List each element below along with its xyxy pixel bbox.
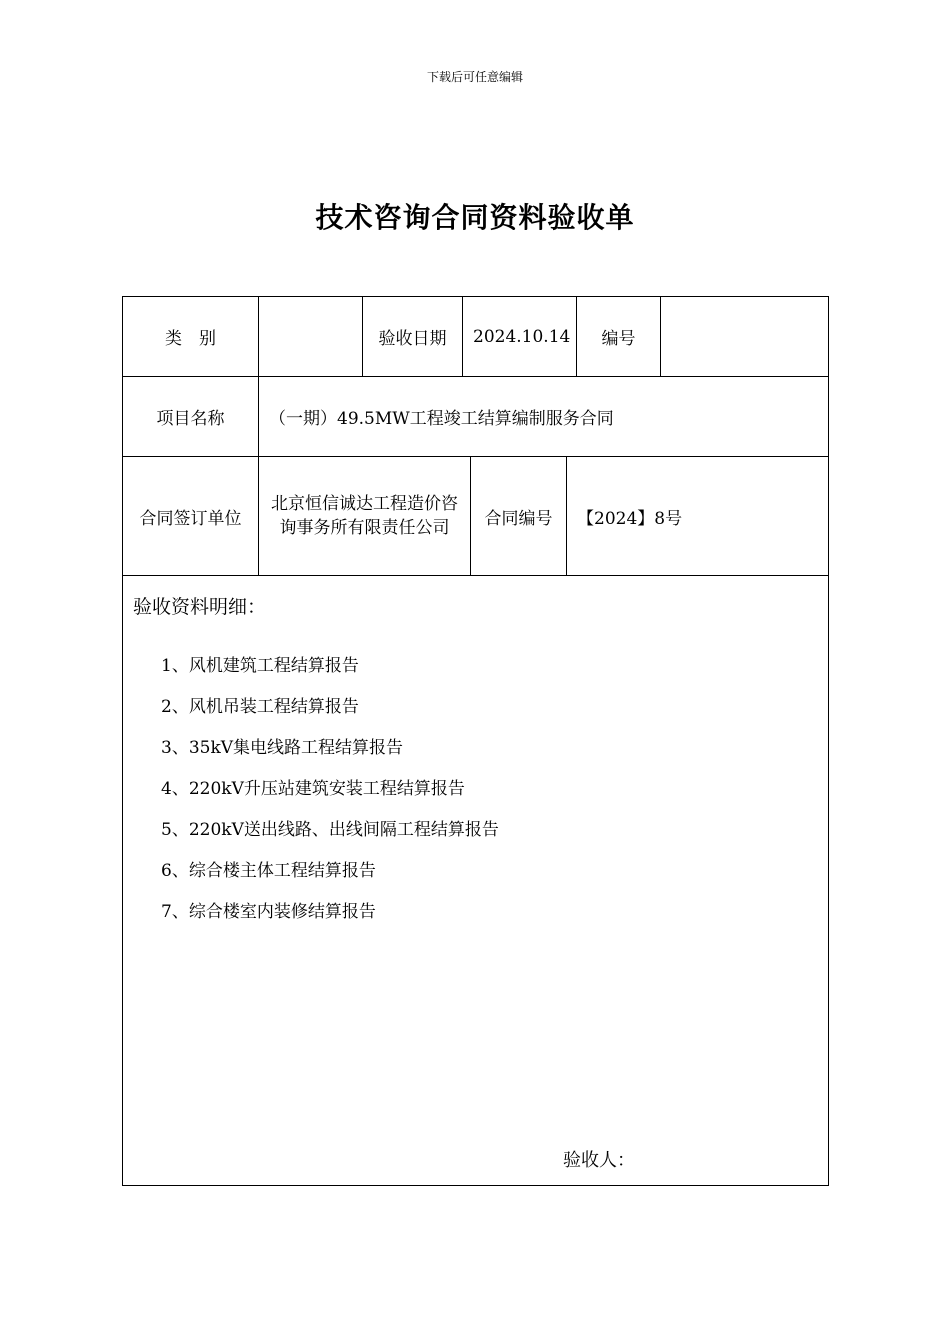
project-name-value: （一期）49.5MW工程竣工结算编制服务合同 [269,409,614,429]
number-value-cell [661,297,829,377]
list-item: 4、220kV升压站建筑安装工程结算报告 [161,779,465,799]
category-label: 类 别 [165,329,216,349]
list-item: 3、35kV集电线路工程结算报告 [161,738,404,758]
contract-no-label: 合同编号 [484,508,553,529]
signing-unit-value-cell [259,457,471,576]
list-item: 7、综合楼室内装修结算报告 [161,902,376,922]
project-name-label: 项目名称 [156,409,225,429]
acceptance-date-value: 2024.10.14 [473,326,571,347]
number-label-cell [577,297,661,377]
signing-unit-label: 合同签订单位 [139,508,242,529]
list-item: 1、风机建筑工程结算报告 [161,656,359,676]
details-heading: 验收资料明细： [133,596,267,618]
list-item: 2、风机吊装工程结算报告 [161,697,359,717]
number-label: 编号 [601,329,636,349]
acceptance-date-label: 验收日期 [378,329,447,349]
contract-no-label-cell [471,457,567,576]
acceptance-date-value-cell [463,297,577,377]
signing-unit-value: 北京恒信诚达工程造价咨询事务所有限责任公司 [271,494,458,538]
list-item: 6、综合楼主体工程结算报告 [161,861,376,881]
signing-unit-label-cell [123,457,259,576]
contract-no-value: 【2024】8号 [577,508,683,529]
acceptance-form-table [122,296,829,1186]
acceptance-details-cell [123,576,829,1186]
header-note: 下载后可任意编辑 [426,70,523,84]
details-list [161,656,499,943]
acceptance-date-label-cell [363,297,463,377]
contract-no-value-cell [567,457,829,576]
project-name-label-cell [123,377,259,457]
project-name-value-cell [259,377,829,457]
category-label-cell [123,297,259,377]
acceptor-signature-label: 验收人： [563,1150,635,1171]
document-title: 技术咨询合同资料验收单 [315,201,635,234]
category-value-cell [259,297,363,377]
list-item: 5、220kV送出线路、出线间隔工程结算报告 [161,820,499,840]
